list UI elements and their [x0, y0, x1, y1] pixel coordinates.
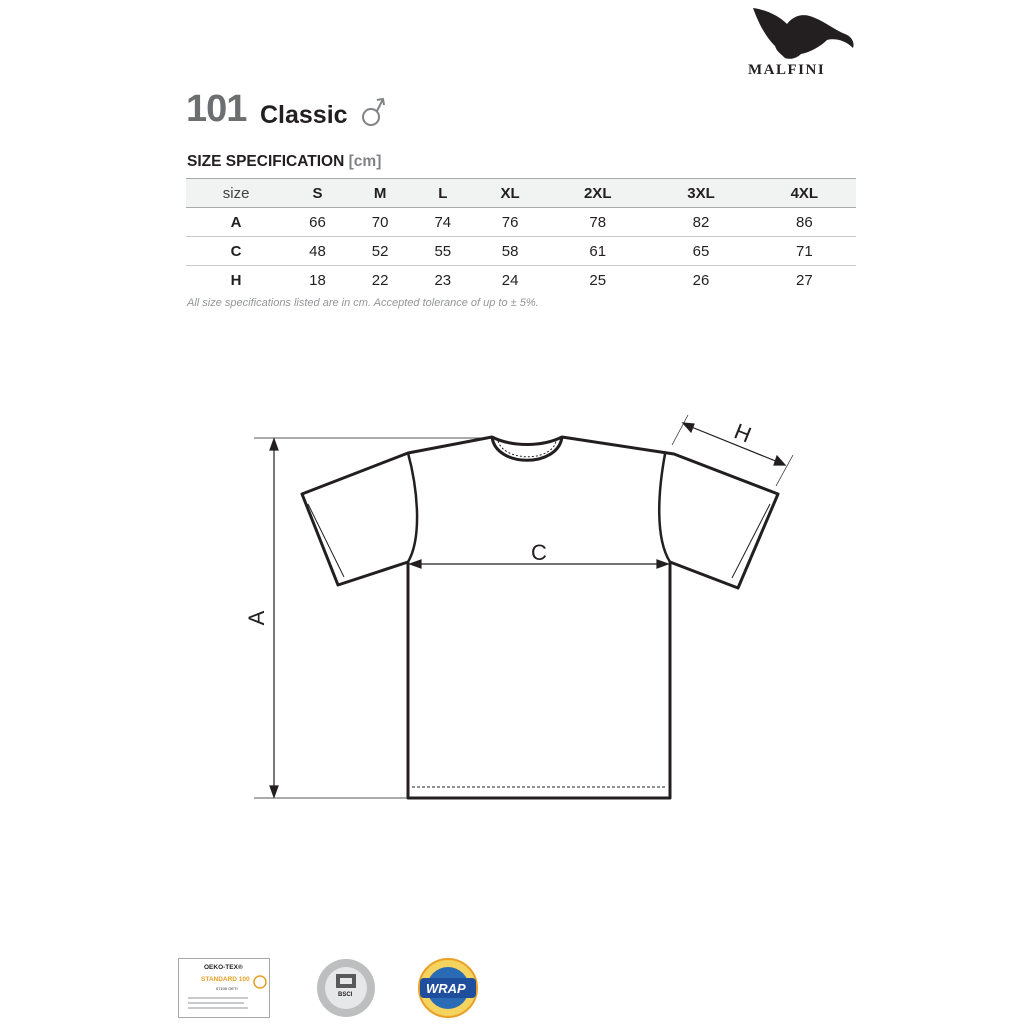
- column-header: size: [186, 179, 286, 208]
- row-label: C: [186, 237, 286, 266]
- row-label: H: [230, 271, 242, 289]
- table-cell: 48: [286, 237, 349, 266]
- spec-heading: [187, 153, 381, 171]
- table-cell: 78: [546, 208, 649, 237]
- column-header: 2XL: [546, 179, 649, 208]
- bsci-label: BSCI: [338, 992, 353, 998]
- table-cell: 65: [649, 237, 752, 266]
- tshirt-outline: [302, 437, 778, 798]
- table-cell: 71: [753, 237, 856, 266]
- table-cell: 82: [649, 208, 752, 237]
- oeko-tex-code: 07100 OETI: [216, 986, 238, 991]
- dimension-a: [254, 438, 488, 798]
- spec-heading-text: SIZE SPECIFICATION: [187, 153, 345, 170]
- dimension-h-label: H: [730, 418, 755, 448]
- table-cell: 55: [411, 237, 474, 266]
- table-row: [186, 266, 856, 295]
- tshirt-diagram: [240, 400, 800, 820]
- dimension-a-label: A: [244, 610, 269, 626]
- tolerance-note: All size specifications listed are in cm. Accepted tolerance of up to ± 5%.: [187, 297, 539, 309]
- table-cell: 24: [501, 271, 519, 289]
- wrap-label: WRAP: [426, 981, 466, 996]
- dimension-c-label: C: [531, 540, 547, 565]
- table-header-row: [186, 179, 856, 208]
- table-cell: 52: [349, 237, 412, 266]
- column-header: S: [286, 179, 349, 208]
- table-row: [186, 208, 856, 237]
- table-cell: 70: [349, 208, 412, 237]
- table-cell: 66: [286, 208, 349, 237]
- oeko-tex-standard: STANDARD 100: [201, 976, 250, 983]
- table-cell: 27: [795, 271, 813, 289]
- size-table: [186, 178, 856, 294]
- table-cell: 23: [434, 271, 452, 289]
- model-number: 101: [186, 88, 247, 130]
- oeko-tex-title: OEKO-TEX®: [204, 964, 243, 971]
- table-cell: 25: [589, 271, 607, 289]
- spec-unit: [cm]: [348, 153, 382, 170]
- brand-name: MALFINI: [748, 62, 826, 78]
- table-cell: 74: [411, 208, 474, 237]
- table-row: [186, 237, 856, 266]
- table-cell: 76: [474, 208, 546, 237]
- table-cell: 18: [309, 271, 326, 289]
- table-cell: 26: [692, 271, 710, 289]
- model-name: Classic: [260, 101, 348, 129]
- bsci-seal-icon: [314, 958, 378, 1018]
- table-cell: 58: [474, 237, 546, 266]
- column-header: M: [349, 179, 412, 208]
- column-header: 4XL: [753, 179, 856, 208]
- male-symbol-icon: [360, 96, 386, 130]
- table-cell: 86: [753, 208, 856, 237]
- column-header: 3XL: [649, 179, 752, 208]
- table-cell: 61: [546, 237, 649, 266]
- row-label: A: [186, 208, 286, 237]
- column-header: XL: [474, 179, 546, 208]
- column-header: L: [411, 179, 474, 208]
- table-cell: 22: [371, 271, 389, 289]
